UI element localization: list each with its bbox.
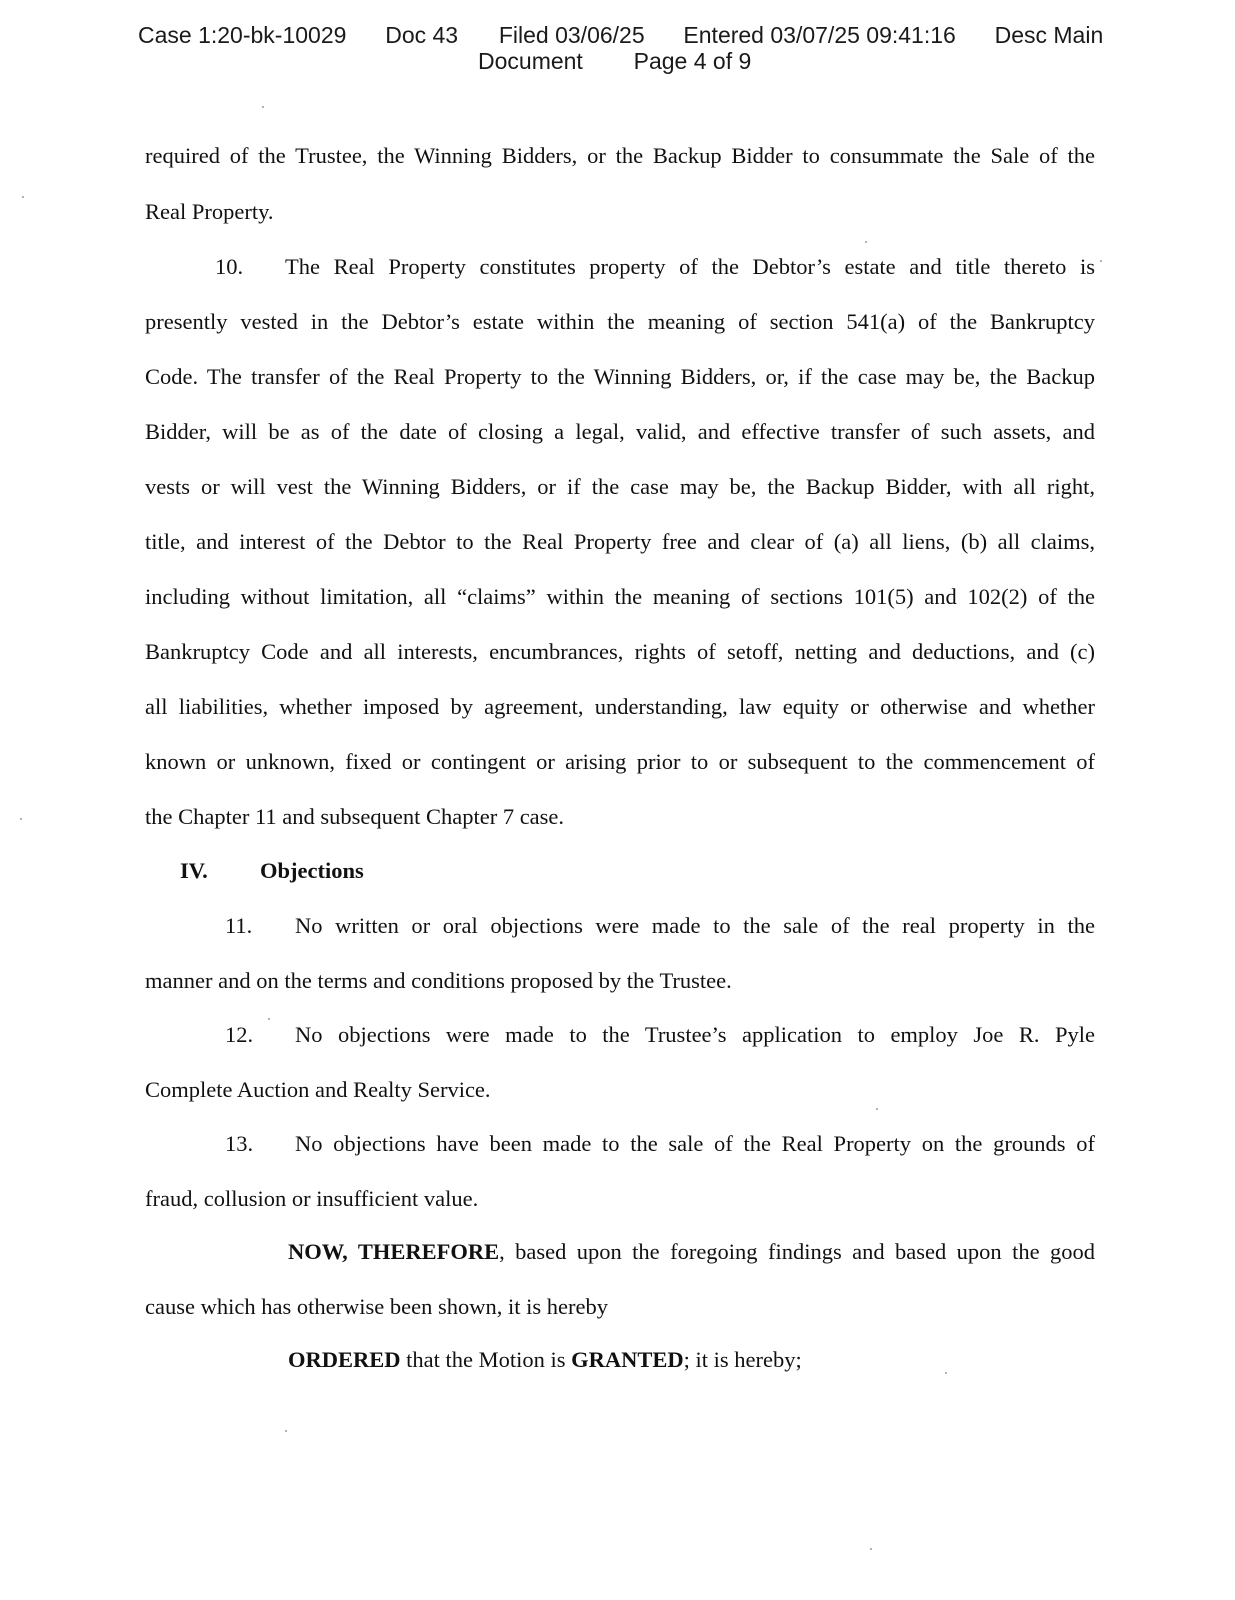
ordered-clause xyxy=(288,1347,802,1373)
paragraph-12-first-line xyxy=(225,1022,1095,1048)
paragraph-10-line: known or unknown, fixed or contingent or arising prior to or subsequent to the commencement of xyxy=(145,749,1095,774)
paragraph-10-line: presently vested in the Debtor’s estate within the meaning of section 541(a) of the Bankruptcy xyxy=(145,309,1095,334)
paragraph-number: 12. xyxy=(225,1022,254,1047)
paragraph-text: No objections were made to the Trustee’s application to employ Joe R. Pyle xyxy=(295,1022,1095,1047)
paragraph-text: No written or oral objections were made to the sale of the real property in the xyxy=(295,913,1095,938)
header-line-2 xyxy=(478,48,751,75)
scan-speck xyxy=(20,818,22,820)
entered-date: Entered 03/07/25 09:41:16 xyxy=(683,22,956,48)
paragraph-10-line: Bidder, will be as of the date of closing a legal, valid, and effective transfer of such assets, and xyxy=(145,419,1095,444)
scan-speck xyxy=(945,1372,947,1374)
paragraph-text: The Real Property constitutes property of the Debtor’s estate and title thereto is xyxy=(285,254,1095,279)
scan-speck xyxy=(1100,260,1102,262)
continuation-line-1: required of the Trustee, the Winning Bidders, or the Backup Bidder to consummate the Sale of the xyxy=(145,143,1095,168)
section-title: Objections xyxy=(260,858,364,883)
case-number: Case 1:20-bk-10029 xyxy=(138,22,347,48)
paragraph-number: 13. xyxy=(225,1131,254,1156)
paragraph-13-last-line: fraud, collusion or insufficient value. xyxy=(145,1186,479,1211)
paragraph-10-last-line: the Chapter 11 and subsequent Chapter 7 case. xyxy=(145,804,565,829)
paragraph-10-line: Code. The transfer of the Real Property to the Winning Bidders, or, if the case may be, the Backup xyxy=(145,364,1095,389)
scan-speck xyxy=(876,1108,878,1110)
now-therefore-text: , based upon the foregoing findings and based upon the good xyxy=(499,1239,1095,1264)
scan-speck xyxy=(870,1548,872,1550)
scan-speck xyxy=(262,106,264,108)
paragraph-10-line: title, and interest of the Debtor to the Real Property free and clear of (a) all liens, (b) all claims, xyxy=(145,529,1095,554)
granted-bold: GRANTED xyxy=(571,1347,684,1372)
paragraph-11-last-line: manner and on the terms and conditions proposed by the Trustee. xyxy=(145,968,732,993)
paragraph-12-last-line: Complete Auction and Realty Service. xyxy=(145,1077,491,1102)
paragraph-number: 10. xyxy=(215,254,244,279)
paragraph-10-line: Bankruptcy Code and all interests, encumbrances, rights of setoff, netting and deductions, and (c) xyxy=(145,639,1095,664)
ordered-text: that the Motion is xyxy=(400,1347,572,1372)
scan-speck xyxy=(22,196,24,198)
paragraph-10-line: vests or will vest the Winning Bidders, or if the case may be, the Backup Bidder, with all right, xyxy=(145,474,1095,499)
paragraph-11-first-line xyxy=(225,913,1095,939)
now-therefore-bold: NOW, THEREFORE xyxy=(288,1239,500,1264)
now-therefore-first-line xyxy=(288,1239,1095,1265)
now-therefore-second-line: cause which has otherwise been shown, it is hereby xyxy=(145,1294,608,1319)
desc-label: Desc Main xyxy=(994,22,1104,48)
ordered-end-text: ; it is hereby; xyxy=(683,1347,802,1372)
ordered-bold: ORDERED xyxy=(288,1347,401,1372)
section-roman-numeral: IV. xyxy=(180,858,208,883)
filed-date: Filed 03/06/25 xyxy=(498,22,645,48)
header-line-1 xyxy=(138,22,1103,49)
scan-speck xyxy=(268,1018,270,1020)
doc-number: Doc 43 xyxy=(385,22,459,48)
page-indicator: Page 4 of 9 xyxy=(633,48,752,74)
section-heading-objections xyxy=(180,858,364,884)
continuation-line-2: Real Property. xyxy=(145,199,274,224)
paragraph-10-line: including without limitation, all “claims” within the meaning of sections 101(5) and 102(2) of the xyxy=(145,584,1095,609)
paragraph-10-line: all liabilities, whether imposed by agreement, understanding, law equity or otherwise and whether xyxy=(145,694,1095,719)
paragraph-10-first-line xyxy=(215,254,1095,280)
scan-speck xyxy=(865,241,867,243)
scan-speck xyxy=(285,1430,287,1432)
document-label: Document xyxy=(478,48,583,74)
paragraph-text: No objections have been made to the sale of the Real Property on the grounds of xyxy=(295,1131,1095,1156)
paragraph-number: 11. xyxy=(225,913,253,938)
paragraph-13-first-line xyxy=(225,1131,1095,1157)
